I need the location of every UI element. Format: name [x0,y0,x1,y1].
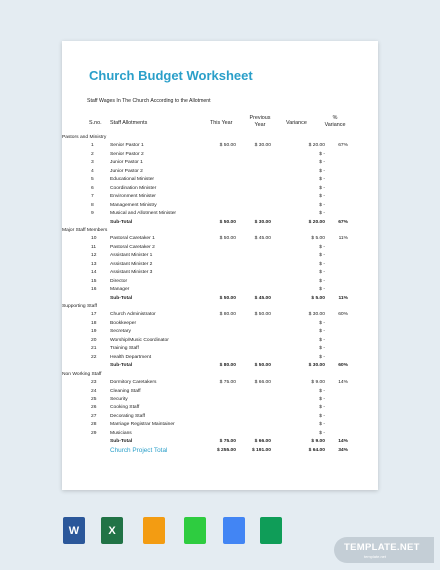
subtotal-row [62,362,378,370]
row-variance: $ - [319,354,325,360]
table-row [62,235,378,243]
row-staff-name: Junior Pastor 2 [110,168,143,174]
table-row [62,421,378,429]
brand-badge [334,537,434,563]
numbers-icon[interactable] [184,517,206,544]
row-variance: $ 5.00 [311,236,325,242]
row-staff-name: Cleaning Staff [110,388,141,394]
table-row [62,185,378,193]
section-header [62,371,378,379]
row-sno: 12 [91,253,97,259]
pages-icon[interactable] [143,517,165,544]
row-sno: 7 [91,194,94,200]
row-variance: $ 30.00 [308,312,325,318]
row-variance: $ - [319,388,325,394]
table-row [62,210,378,218]
row-sno: 10 [91,236,97,242]
row-previous-year: $ 66.00 [254,439,271,445]
row-this-year: $ 50.00 [219,295,236,301]
section-label: Supporting Staff [62,304,97,309]
row-sno: 22 [91,354,97,360]
table-row [62,404,378,412]
row-variance: $ - [319,168,325,174]
row-sno: 27 [91,413,97,419]
row-sno: 28 [91,422,97,428]
row-staff-name: Pastoral Caretaker 2 [110,244,155,250]
row-staff-name: Assistant Minister 2 [110,261,153,267]
row-sno: 18 [91,320,97,326]
row-variance: $ - [319,278,325,284]
subtotal-row [62,295,378,303]
row-variance: $ 30.00 [308,363,325,369]
table-row [62,388,378,396]
table-row [62,354,378,362]
table-row [62,261,378,269]
subtotal-row [62,438,378,446]
row-variance: $ - [319,177,325,183]
row-variance: $ - [319,346,325,352]
pages-icon-label [143,517,165,544]
table-row [62,430,378,438]
row-sno: 20 [91,337,97,343]
row-sno: 13 [91,261,97,267]
section-header [62,227,378,235]
row-sno: 6 [91,185,94,191]
table-row [62,379,378,387]
row-staff-name: Musicians [110,430,132,436]
page-title: Church Budget Worksheet [89,68,253,83]
table-row [62,151,378,159]
row-this-year: $ 75.00 [219,380,236,386]
row-staff-name: Manager [110,287,130,293]
row-pct-variance: 34% [338,447,348,453]
row-staff-name: Educational Minister [110,177,155,183]
table-row [62,337,378,345]
row-sno: 9 [91,211,94,217]
total-row [62,447,378,455]
row-sno: 4 [91,168,94,174]
row-staff-name: Assistant Minister 3 [110,270,153,276]
col-header-previous-line1: Previous [249,115,271,121]
row-sno: 19 [91,329,97,335]
row-staff-name: Senior Pastor 2 [110,151,144,157]
row-staff-name: Dormitory Caretakers [110,380,157,386]
section-label: Major Staff Members [62,227,108,233]
brand-url: template.net [364,554,387,559]
row-pct-variance: 60% [338,363,348,369]
col-header-previous-year [248,115,272,129]
row-sno: 21 [91,346,97,352]
col-header-staff: Staff Allotments [110,120,148,126]
row-variance: $ - [319,422,325,428]
table-row [62,244,378,252]
row-variance: $ - [319,244,325,250]
excel-icon-label: X [108,524,116,537]
row-sno: 2 [91,151,94,157]
row-this-year: $ 255.00 [216,447,236,453]
row-sno: 14 [91,270,97,276]
row-variance: $ 9.00 [311,380,325,386]
row-this-year: $ 50.00 [219,143,236,149]
row-staff-name: Director [110,278,128,284]
row-variance: $ - [319,261,325,267]
row-staff-name: Training Staff [110,346,139,352]
row-staff-name: Cooking Staff [110,405,140,411]
row-staff-name: Security [110,396,128,402]
col-header-this-year: This Year [210,120,233,126]
numbers-icon-label [184,517,206,544]
row-staff-name: Health Department [110,354,152,360]
subtitle: Staff Wages In The Church According to the Allotment [87,98,211,104]
row-variance: $ - [319,430,325,436]
excel-icon[interactable] [101,517,123,544]
table-row [62,202,378,210]
row-staff-name: Marriage Registrar Maintainer [110,422,175,428]
row-variance: $ 20.00 [308,143,325,149]
table-row [62,311,378,319]
table-row [62,252,378,260]
word-icon-label: W [68,524,80,537]
row-staff-name: Assistant Minister 1 [110,253,153,259]
col-header-pct-line1: % [332,115,338,121]
row-staff-name: Senior Pastor 1 [110,143,144,149]
row-this-year: $ 75.00 [219,439,236,445]
table-row [62,413,378,421]
row-staff-name: Environment Minister [110,194,156,200]
row-sno: 24 [91,388,97,394]
section-header [62,303,378,311]
row-staff-name: Sub-Total [110,219,133,225]
row-staff-name: Worship/Music Coordinator [110,337,169,343]
row-previous-year: $ 45.00 [254,236,271,242]
row-sno: 5 [91,177,94,183]
row-staff-name: Musical and Allotment Minister [110,211,177,217]
row-variance: $ - [319,337,325,343]
row-previous-year: $ 30.00 [254,219,271,225]
row-previous-year: $ 66.00 [254,380,271,386]
row-staff-name: Sub-Total [110,295,133,301]
table-row [62,328,378,336]
row-variance: $ 9.00 [311,439,325,445]
row-pct-variance: 11% [338,295,348,301]
row-sno: 17 [91,312,97,318]
table-row [62,193,378,201]
col-header-variance: Variance [286,120,307,126]
row-sno: 26 [91,405,97,411]
row-this-year: $ 50.00 [219,219,236,225]
table-row [62,142,378,150]
row-sno: 29 [91,430,97,436]
row-variance: $ 5.00 [311,295,325,301]
row-pct-variance: 14% [338,380,348,386]
col-header-pct-line2: Variance [324,122,346,128]
row-this-year: $ 80.00 [219,363,236,369]
row-this-year: $ 80.00 [219,312,236,318]
row-variance: $ - [319,211,325,217]
row-variance: $ - [319,151,325,157]
row-staff-name: Church Administrator [110,312,156,318]
row-sno: 16 [91,287,97,293]
row-previous-year: $ 30.00 [254,143,271,149]
table-row [62,269,378,277]
row-staff-name: Junior Pastor 1 [110,160,143,166]
word-icon[interactable] [63,517,85,544]
row-variance: $ - [319,253,325,259]
row-variance: $ - [319,405,325,411]
row-staff-name: Bookkeeper [110,320,137,326]
row-sno: 3 [91,160,94,166]
table-row [62,159,378,167]
row-variance: $ 20.00 [308,219,325,225]
col-header-previous-line2: Year [254,122,266,128]
row-variance: $ - [319,320,325,326]
row-pct-variance: 11% [338,236,348,242]
row-staff-name: Coordination Minister [110,185,157,191]
row-variance: $ - [319,270,325,276]
row-staff-name: Management Ministry [110,202,157,208]
row-variance: $ - [319,396,325,402]
row-staff-name: Church Project Total [110,446,168,454]
row-staff-name: Secretary [110,329,131,335]
table-row [62,286,378,294]
worksheet-page [62,41,378,490]
google-sheets-icon-label [260,517,282,544]
google-sheets-icon[interactable] [260,517,282,544]
row-sno: 1 [91,143,94,149]
row-staff-name: Decorating Staff [110,413,145,419]
row-previous-year: $ 45.00 [254,295,271,301]
col-header-sno: S.no. [89,120,102,126]
row-sno: 11 [91,244,97,250]
row-staff-name: Pastoral Caretaker 1 [110,236,155,242]
google-docs-icon-label [223,517,245,544]
table-row [62,278,378,286]
subtotal-row [62,219,378,227]
row-variance: $ - [319,287,325,293]
google-docs-icon[interactable] [223,517,245,544]
section-label: Pastors and Ministry [62,135,107,140]
row-pct-variance: 67% [338,219,348,225]
row-sno: 25 [91,396,97,402]
row-pct-variance: 67% [338,143,348,149]
row-sno: 23 [91,380,97,386]
row-variance: $ - [319,160,325,166]
row-staff-name: Sub-Total [110,439,133,445]
row-sno: 15 [91,278,97,284]
row-previous-year: $ 50.00 [254,363,271,369]
row-staff-name: Sub-Total [110,363,133,369]
row-variance: $ 64.00 [308,447,325,453]
row-previous-year: $ 50.00 [254,312,271,318]
row-pct-variance: 60% [338,312,348,318]
brand-name: TEMPLATE.NET [344,542,420,553]
table-row [62,320,378,328]
row-this-year: $ 50.00 [219,236,236,242]
table-row [62,168,378,176]
table-row [62,345,378,353]
section-label: Non Working Staff [62,371,102,377]
row-pct-variance: 14% [338,439,348,445]
row-variance: $ - [319,329,325,335]
table-row [62,176,378,184]
row-variance: $ - [319,413,325,419]
col-header-pct-variance [320,115,350,129]
row-variance: $ - [319,202,325,208]
table-row [62,396,378,404]
row-variance: $ - [319,194,325,200]
row-variance: $ - [319,185,325,191]
row-sno: 8 [91,202,94,208]
row-previous-year: $ 191.00 [251,447,271,453]
section-header [62,134,378,142]
